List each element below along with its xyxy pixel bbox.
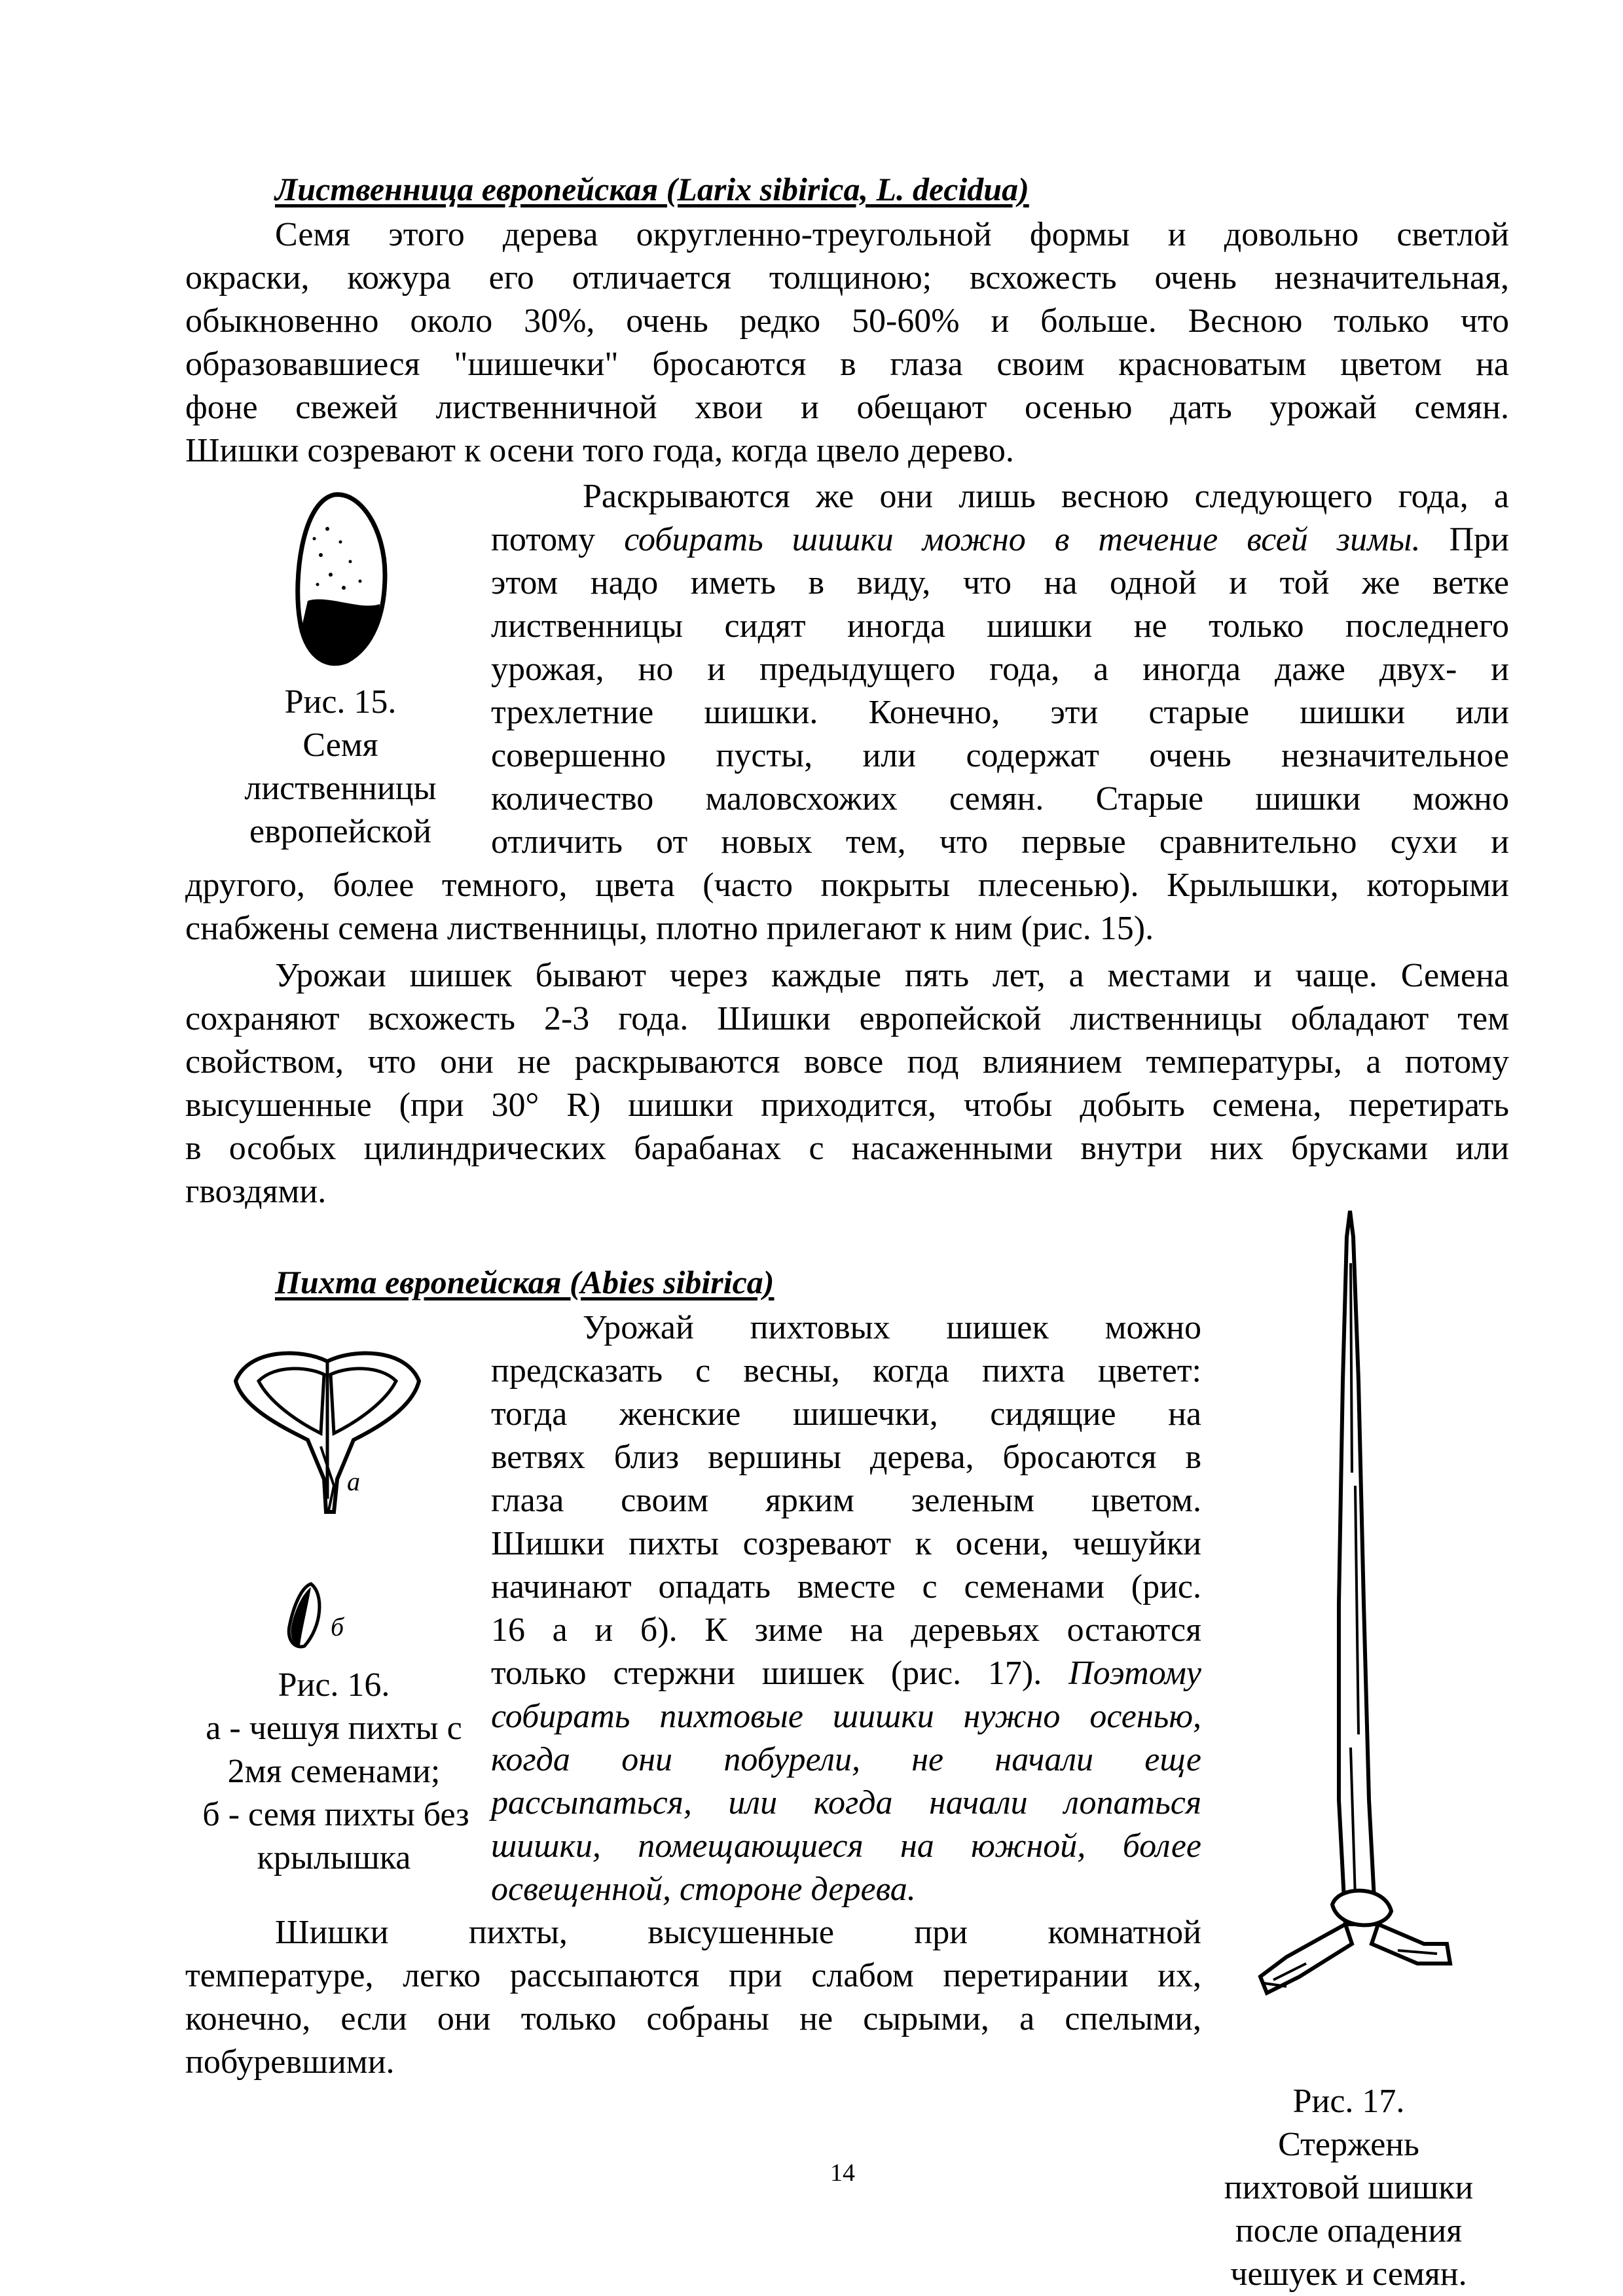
emphasis-line: шишки, помещающиеся на южной, более xyxy=(491,1827,1201,1865)
section-heading-fir: Пихта европейская (Abies sibirica) xyxy=(275,1264,775,1300)
text-line: отличить от новых тем, что первые сравнительно сухи и xyxy=(491,823,1509,861)
figure-caption-line: б - семя пихты без xyxy=(202,1796,469,1833)
figure-label-b: б xyxy=(331,1612,344,1641)
text-line xyxy=(491,518,1509,562)
emphasis-line: освещенной, стороне дерева. xyxy=(491,1871,916,1908)
page-number: 14 xyxy=(830,2159,855,2187)
figure-caption-line: лиственницы xyxy=(244,770,437,807)
figure-caption-line: Стержень xyxy=(1278,2126,1419,2163)
text-line: урожая, но и предыдущего года, а иногда даже двух- и xyxy=(491,651,1509,688)
text-line xyxy=(491,1652,1201,1695)
text-line: начинают опадать вместе с семенами (рис. xyxy=(491,1568,1201,1605)
text-line: 16 а и б). К зиме на деревьях остаются xyxy=(491,1611,1201,1649)
text-line: другого, более темного, цвета (часто покрыты плесенью). Крылышки, которыми xyxy=(185,867,1509,904)
text-line: гвоздями. xyxy=(185,1173,327,1210)
text-line: этом надо иметь в виду, что на одной и той же ветке xyxy=(491,564,1509,601)
emphasis-text: собирать шишки можно в течение всей зимы. xyxy=(624,521,1421,558)
text-line: в особых цилиндрических барабанах с насаженными внутри них брусками или xyxy=(185,1130,1509,1167)
fir-scale-figure xyxy=(223,1335,432,1518)
text-line: Урожай пихтовых шишек можно xyxy=(583,1309,1201,1346)
fir-seed-figure xyxy=(282,1581,327,1653)
text-line: побуревшими. xyxy=(185,2043,395,2081)
text-line: снабжены семена лиственницы, плотно прилегают к ним (рис. 15). xyxy=(185,910,1154,947)
figure-caption-line: крылышка xyxy=(257,1839,411,1876)
text-line: свойством, что они не раскрываются вовсе под влиянием температуры, а потому xyxy=(185,1043,1509,1081)
text-line: глаза своим ярким зеленым цветом. xyxy=(491,1482,1201,1519)
text-line: Шишки пихты, высушенные при комнатной xyxy=(275,1914,1201,1951)
text-run: потому xyxy=(491,521,625,558)
text-line: трехлетние шишки. Конечно, эти старые шишки или xyxy=(491,694,1509,731)
emphasis-line: собирать пихтовые шишки нужно осенью, xyxy=(491,1698,1201,1735)
figure-caption-line: чешуек и семян. xyxy=(1230,2255,1467,2293)
text-line: ветвях близ вершины дерева, бросаются в xyxy=(491,1439,1201,1476)
figure-label-a: а xyxy=(347,1467,360,1496)
larch-seed-figure xyxy=(288,490,393,673)
text-line: тогда женские шишечки, сидящие на xyxy=(491,1395,1201,1433)
text-line: фоне свежей лиственничной хвои и обещают осенью дать урожай семян. xyxy=(185,389,1509,426)
figure-caption-line: после опадения xyxy=(1235,2212,1463,2250)
text-line: Раскрываются же они лишь весною следующего года, а xyxy=(583,478,1509,515)
text-line: Шишки пихты созревают к осени, чешуйки xyxy=(491,1525,1201,1562)
text-line: количество маловсхожих семян. Старые шишки можно xyxy=(491,780,1509,817)
emphasis-line: рассыпаться, или когда начали лопаться xyxy=(491,1784,1201,1821)
figure-caption-title: Рис. 15. xyxy=(284,683,397,721)
figure-caption-title: Рис. 17. xyxy=(1292,2083,1405,2120)
text-line: совершенно пусты, или содержат очень незначительное xyxy=(491,737,1509,774)
text-line: Урожаи шишек бывают через каждые пять лет, а местами и чаще. Семена xyxy=(275,957,1509,994)
text-line: предсказать с весны, когда пихта цветет: xyxy=(491,1352,1201,1390)
fir-cone-axis-figure xyxy=(1247,1211,1457,2036)
text-line: Шишки созревают к осени того года, когда цвело дерево. xyxy=(185,432,1014,469)
figure-caption-title: Рис. 16. xyxy=(278,1666,390,1704)
text-run: только стержни шишек (рис. 17). xyxy=(491,1655,1069,1692)
text-line: обыкновенно около 30%, очень редко 50-60% и больше. Весною только что xyxy=(185,302,1509,340)
text-line: температуре, легко рассыпаются при слабом перетирании их, xyxy=(185,1957,1201,1994)
text-run: При xyxy=(1420,521,1509,558)
figure-caption-line: а - чешуя пихты с xyxy=(206,1710,462,1747)
section-heading-larch: Лиственница европейская (Larix sibirica, L. decidua) xyxy=(275,171,1029,207)
figure-caption-line: Семя xyxy=(302,726,378,764)
emphasis-text: Поэтому xyxy=(1068,1655,1201,1692)
text-line: конечно, если они только собраны не сырыми, а спелыми, xyxy=(185,2000,1201,2037)
text-line: окраски, кожура его отличается толщиною; всхожесть очень незначительная, xyxy=(185,259,1509,296)
text-line: Семя этого дерева округленно-треугольной формы и довольно светлой xyxy=(275,216,1509,253)
text-line: образовавшиеся "шишечки" бросаются в глаза своим красноватым цветом на xyxy=(185,346,1509,383)
figure-caption-line: пихтовой шишки xyxy=(1224,2169,1474,2206)
figure-caption-line: европейской xyxy=(249,813,431,850)
text-line: сохраняют всхожесть 2-3 года. Шишки европейской лиственницы обладают тем xyxy=(185,1000,1509,1037)
text-line: высушенные (при 30° R) шишки приходится, чтобы добыть семена, перетирать xyxy=(185,1086,1509,1124)
text-line: лиственницы сидят иногда шишки не только последнего xyxy=(491,607,1509,645)
figure-caption-line: 2мя семенами; xyxy=(227,1753,441,1790)
emphasis-line: когда они побурели, не начали еще xyxy=(491,1741,1201,1778)
